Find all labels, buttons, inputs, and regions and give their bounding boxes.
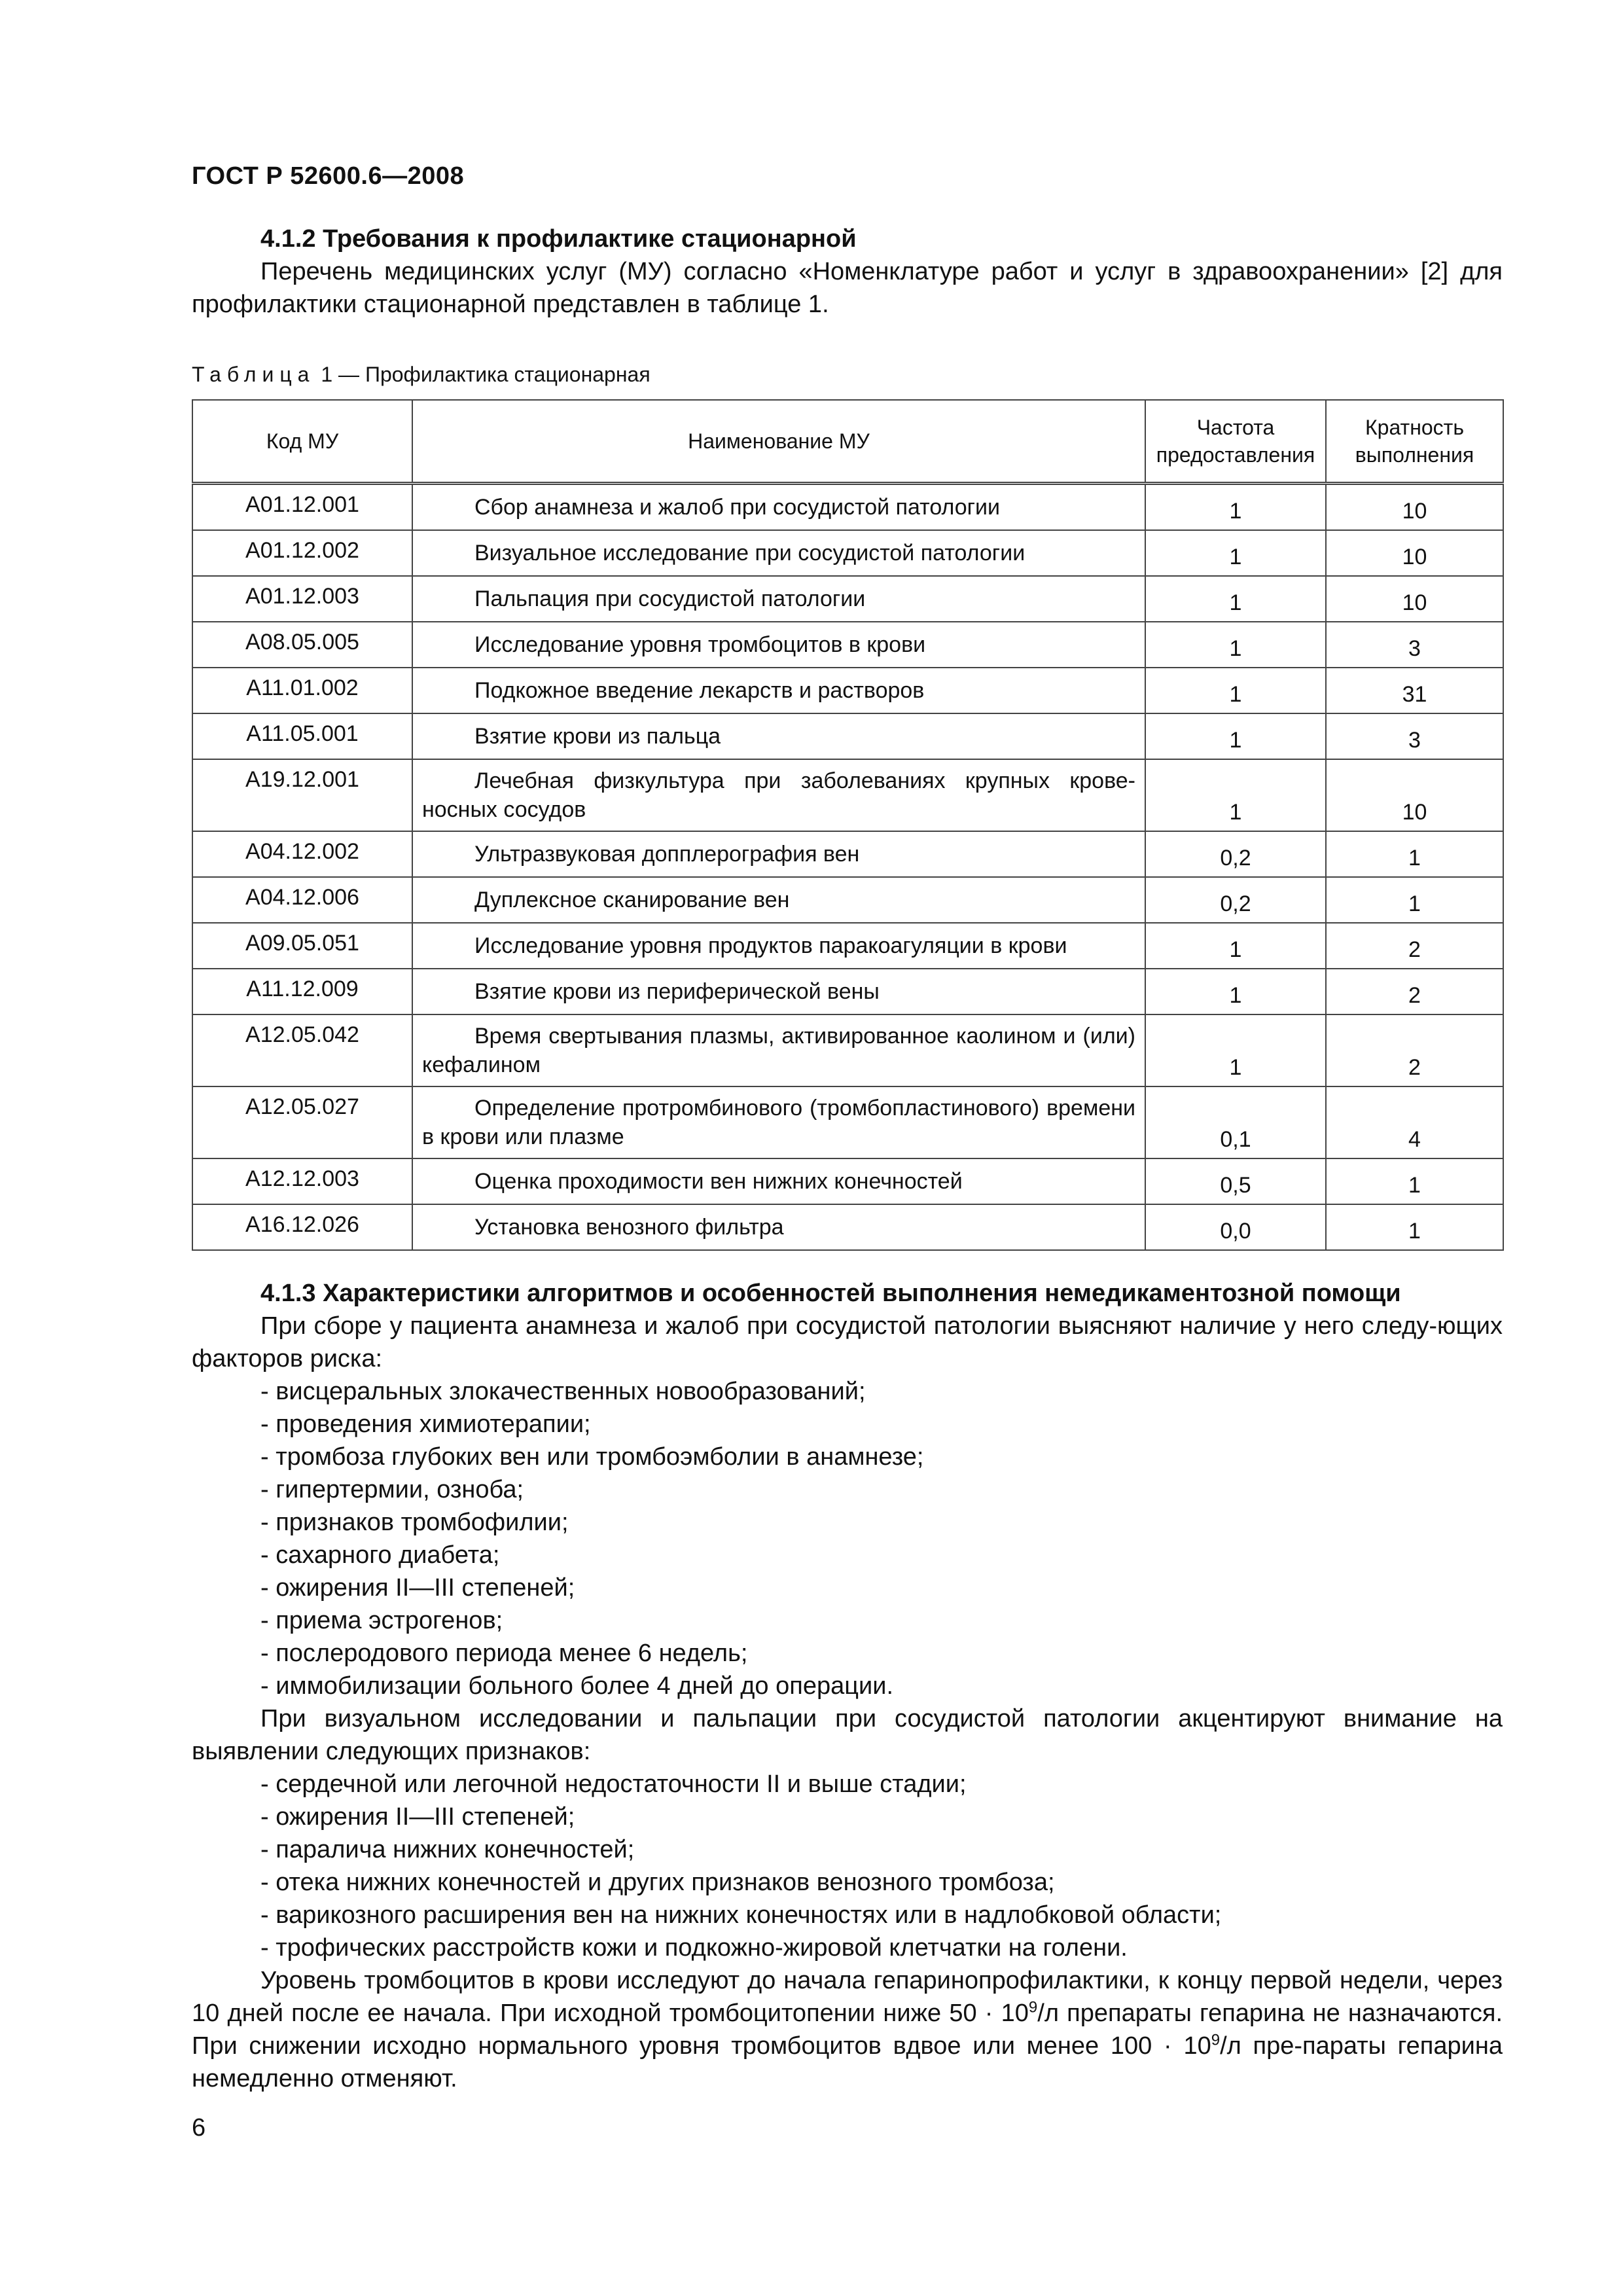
table-row (192, 668, 1503, 713)
cell-multiplicity: 1 (1326, 877, 1503, 923)
table-row (192, 1158, 1503, 1204)
table-row (192, 877, 1503, 923)
header-frequency-line2: предоставления (1156, 443, 1315, 467)
cell-multiplicity: 1 (1326, 1158, 1503, 1204)
cell-frequency: 0,5 (1145, 1158, 1326, 1204)
cell-frequency: 1 (1145, 530, 1326, 576)
paragraph-3-part-a: Уровень тромбоцитов в крови исследуют до начала гепаринопрофилактики, к концу первой недели, через 10 дней после ее начала. При исходной тромбоцитопении ниже 50 · 10 (192, 1967, 1503, 2027)
cell-multiplicity: 3 (1326, 622, 1503, 668)
list-item: - тромбоза глубоких вен или тромбоэмболии в анамнезе; (260, 1443, 924, 1471)
cell-multiplicity: 2 (1326, 969, 1503, 1014)
section-4-1-3-paragraph-2: При визуальном исследовании и пальпации при сосудистой патологии акцентируют внимание на выявлении следующих признаков: (192, 1705, 1503, 1765)
table-row (192, 923, 1503, 969)
cell-code: А01.12.001 (192, 484, 412, 531)
cell-code: А11.05.001 (192, 713, 412, 759)
table-row (192, 484, 1503, 531)
cell-name: Установка венозного фильтра (412, 1204, 1145, 1250)
list-item: - отека нижних конечностей и других признаков венозного тромбоза; (260, 1869, 1055, 1896)
cell-name: Ультразвуковая допплерография вен (412, 831, 1145, 877)
section-4-1-3-paragraph-3 (192, 1964, 1503, 2095)
cell-frequency: 0,1 (1145, 1086, 1326, 1158)
table-caption-title: 1 — Профилактика стационарная (315, 363, 651, 386)
table-caption-label: Таблица (192, 363, 315, 386)
cell-multiplicity: 10 (1326, 759, 1503, 831)
table-row (192, 530, 1503, 576)
cell-multiplicity: 10 (1326, 484, 1503, 531)
cell-code: А04.12.002 (192, 831, 412, 877)
cell-code: А12.05.042 (192, 1014, 412, 1086)
cell-frequency: 1 (1145, 923, 1326, 969)
cell-multiplicity: 2 (1326, 1014, 1503, 1086)
cell-multiplicity: 2 (1326, 923, 1503, 969)
cell-frequency: 1 (1145, 576, 1326, 622)
list-item: - висцеральных злокачественных новообразований; (260, 1378, 866, 1405)
cell-code: А01.12.002 (192, 530, 412, 576)
cell-multiplicity: 1 (1326, 831, 1503, 877)
header-multiplicity-line1: Кратность (1365, 416, 1464, 439)
cell-frequency: 1 (1145, 668, 1326, 713)
list-item: - ожирения II—III степеней; (260, 1803, 575, 1831)
table-row (192, 1204, 1503, 1250)
header-multiplicity-line2: выполнения (1355, 443, 1474, 467)
cell-code: А08.05.005 (192, 622, 412, 668)
cell-frequency: 1 (1145, 713, 1326, 759)
cell-name: Исследование уровня тромбоцитов в крови (412, 622, 1145, 668)
list-item: - проведения химиотерапии; (260, 1410, 591, 1438)
cell-multiplicity: 31 (1326, 668, 1503, 713)
risk-factors-list (192, 1375, 1503, 1702)
section-4-1-2-intro: Перечень медицинских услуг (МУ) согласно «Номенклатуре работ и услуг в здравоохранении» [2] для профилактики стационарной представлен в таблице 1. (192, 258, 1503, 318)
cell-name: Оценка проходимости вен нижних конечностей (412, 1158, 1145, 1204)
header-name: Наименование МУ (412, 400, 1145, 484)
cell-code: А11.12.009 (192, 969, 412, 1014)
cell-multiplicity: 4 (1326, 1086, 1503, 1158)
table-row (192, 713, 1503, 759)
list-item: - сахарного диабета; (260, 1541, 500, 1569)
signs-list (192, 1768, 1503, 1964)
cell-name: Исследование уровня продуктов паракоагуляции в крови (412, 923, 1145, 969)
cell-code: А12.12.003 (192, 1158, 412, 1204)
header-frequency-line1: Частота (1196, 416, 1275, 439)
superscript-exponent: 9 (1028, 1998, 1038, 2017)
section-4-1-2-title: 4.1.2 Требования к профилактике стационарной (260, 225, 857, 253)
list-item: - трофических расстройств кожи и подкожно-жировой клетчатки на голени. (260, 1934, 1128, 1962)
cell-code: А12.05.027 (192, 1086, 412, 1158)
services-table (192, 399, 1504, 1251)
cell-name: Время свертывания плазмы, активированное каолином и (или) кефалином (412, 1014, 1145, 1086)
cell-multiplicity: 3 (1326, 713, 1503, 759)
cell-code: А16.12.026 (192, 1204, 412, 1250)
list-item: - признаков тромбофилии; (260, 1509, 569, 1536)
list-item: - послеродового периода менее 6 недель; (260, 1640, 748, 1667)
document-code: ГОСТ Р 52600.6—2008 (192, 162, 465, 190)
list-item: - варикозного расширения вен на нижних конечностях или в надлобковой области; (260, 1901, 1222, 1929)
cell-code: А19.12.001 (192, 759, 412, 831)
superscript-exponent: 9 (1211, 2031, 1221, 2049)
page-number: 6 (192, 2114, 206, 2142)
cell-name: Дуплексное сканирование вен (412, 877, 1145, 923)
cell-name: Подкожное введение лекарств и растворов (412, 668, 1145, 713)
cell-name: Лечебная физкультура при заболеваниях крупных крове-носных сосудов (412, 759, 1145, 831)
cell-frequency: 0,2 (1145, 877, 1326, 923)
list-item: - ожирения II—III степеней; (260, 1574, 575, 1602)
list-item: - гипертермии, озноба; (260, 1476, 524, 1503)
cell-multiplicity: 10 (1326, 576, 1503, 622)
cell-frequency: 1 (1145, 969, 1326, 1014)
section-4-1-3-title: 4.1.3 Характеристики алгоритмов и особенностей выполнения немедикаментозной помощи (260, 1280, 1401, 1307)
cell-code: А01.12.003 (192, 576, 412, 622)
table-row (192, 1086, 1503, 1158)
table-row (192, 622, 1503, 668)
cell-code: А11.01.002 (192, 668, 412, 713)
cell-frequency: 0,2 (1145, 831, 1326, 877)
cell-name: Пальпация при сосудистой патологии (412, 576, 1145, 622)
cell-frequency: 1 (1145, 484, 1326, 531)
cell-multiplicity: 10 (1326, 530, 1503, 576)
table-header-row (192, 400, 1503, 484)
header-code: Код МУ (192, 400, 412, 484)
cell-frequency: 1 (1145, 622, 1326, 668)
list-item: - иммобилизации больного более 4 дней до операции. (260, 1672, 893, 1700)
cell-multiplicity: 1 (1326, 1204, 1503, 1250)
paragraph-3-part-b: /л препараты гепарина не назначаются. При снижении исходно нормального уровня тромбоцитов вдвое или менее 100 · 10 (192, 2000, 1503, 2060)
list-item: - сердечной или легочной недостаточности II и выше стадии; (260, 1770, 967, 1798)
page-content (192, 223, 1503, 2095)
cell-code: А04.12.006 (192, 877, 412, 923)
section-4-1-3-paragraph-1: При сборе у пациента анамнеза и жалоб при сосудистой патологии выясняют наличие у него следу-ющих факторов риска: (192, 1312, 1503, 1372)
table-row (192, 831, 1503, 877)
table-row (192, 1014, 1503, 1086)
cell-frequency: 0,0 (1145, 1204, 1326, 1250)
paragraph-3-part-c: /л пре-параты гепарина немедленно отменяют. (192, 2032, 1503, 2092)
list-item: - приема эстрогенов; (260, 1607, 503, 1634)
table-caption (192, 361, 1503, 387)
cell-code: А09.05.051 (192, 923, 412, 969)
cell-name: Визуальное исследование при сосудистой патологии (412, 530, 1145, 576)
cell-frequency: 1 (1145, 759, 1326, 831)
table-row (192, 759, 1503, 831)
cell-name: Взятие крови из периферической вены (412, 969, 1145, 1014)
header-multiplicity (1326, 400, 1503, 484)
table-row (192, 969, 1503, 1014)
cell-name: Определение протромбинового (тромбопластинового) времени в крови или плазме (412, 1086, 1145, 1158)
table-row (192, 576, 1503, 622)
header-frequency (1145, 400, 1326, 484)
cell-frequency: 1 (1145, 1014, 1326, 1086)
cell-name: Сбор анамнеза и жалоб при сосудистой патологии (412, 484, 1145, 531)
list-item: - паралича нижних конечностей; (260, 1836, 635, 1863)
cell-name: Взятие крови из пальца (412, 713, 1145, 759)
